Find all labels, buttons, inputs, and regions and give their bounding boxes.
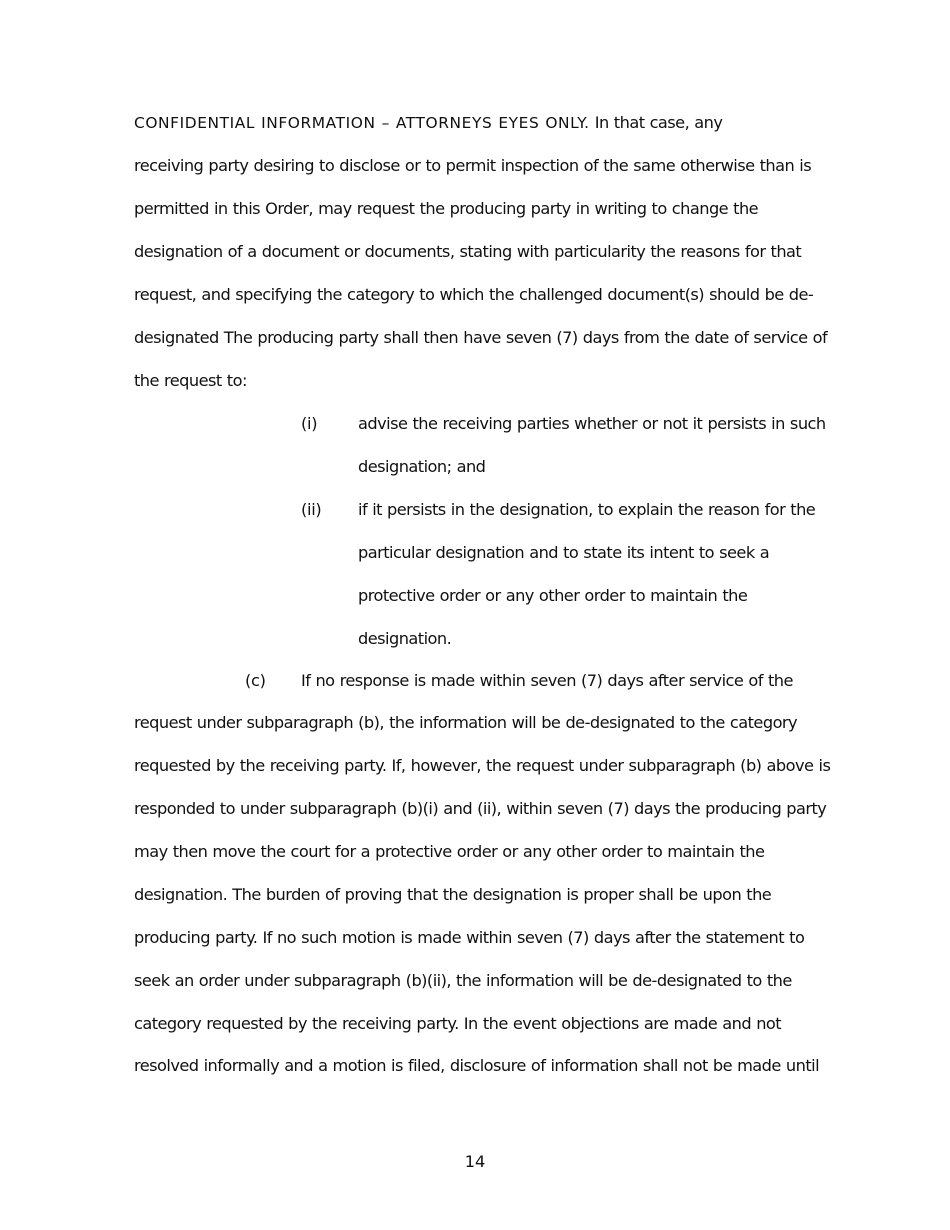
paragraph-line: designation of a document or documents, stating with particularity the reasons for that <box>134 242 802 261</box>
paragraph-line: permitted in this Order, may request the producing party in writing to change the <box>134 199 759 218</box>
paragraph-line: may then move the court for a protective order or any other order to maintain the <box>134 842 765 861</box>
list-item-line: advise the receiving parties whether or not it persists in such <box>358 414 826 433</box>
text-run: In that case, any <box>589 113 723 132</box>
paragraph-line: requested by the receiving party. If, however, the request under subparagraph (b) above is <box>134 756 831 775</box>
list-item-line: designation. <box>358 629 452 648</box>
paragraph-line: request, and specifying the category to which the challenged document(s) should be de- <box>134 285 814 304</box>
paragraph-line: the request to: <box>134 371 247 390</box>
paragraph-line: responded to under subparagraph (b)(i) and (ii), within seven (7) days the producing party <box>134 799 827 818</box>
paragraph-line <box>134 113 722 133</box>
paragraph-line: resolved informally and a motion is filed, disclosure of information shall not be made until <box>134 1056 820 1075</box>
caps-heading: CONFIDENTIAL INFORMATION – ATTORNEYS EYES ONLY. <box>134 114 590 132</box>
paragraph-line: request under subparagraph (b), the information will be de-designated to the category <box>134 713 798 732</box>
paragraph-line: producing party. If no such motion is made within seven (7) days after the statement to <box>134 928 805 947</box>
list-item-line: designation; and <box>358 457 486 476</box>
paragraph-line: If no response is made within seven (7) days after service of the <box>301 671 793 690</box>
list-marker: (i) <box>301 414 318 433</box>
paragraph-line: category requested by the receiving party. In the event objections are made and not <box>134 1014 782 1033</box>
list-item-line: protective order or any other order to maintain the <box>358 586 748 605</box>
paragraph-marker: (c) <box>245 671 266 690</box>
list-item-line: if it persists in the designation, to explain the reason for the <box>358 500 816 519</box>
paragraph-line: receiving party desiring to disclose or to permit inspection of the same otherwise than is <box>134 156 812 175</box>
paragraph-line: designation. The burden of proving that the designation is proper shall be upon the <box>134 885 772 904</box>
page-number: 14 <box>464 1152 486 1171</box>
paragraph-line: designated The producing party shall then have seven (7) days from the date of service of <box>134 328 828 347</box>
list-item-line: particular designation and to state its intent to seek a <box>358 543 770 562</box>
list-marker: (ii) <box>301 500 322 519</box>
paragraph-line: seek an order under subparagraph (b)(ii), the information will be de-designated to the <box>134 971 792 990</box>
